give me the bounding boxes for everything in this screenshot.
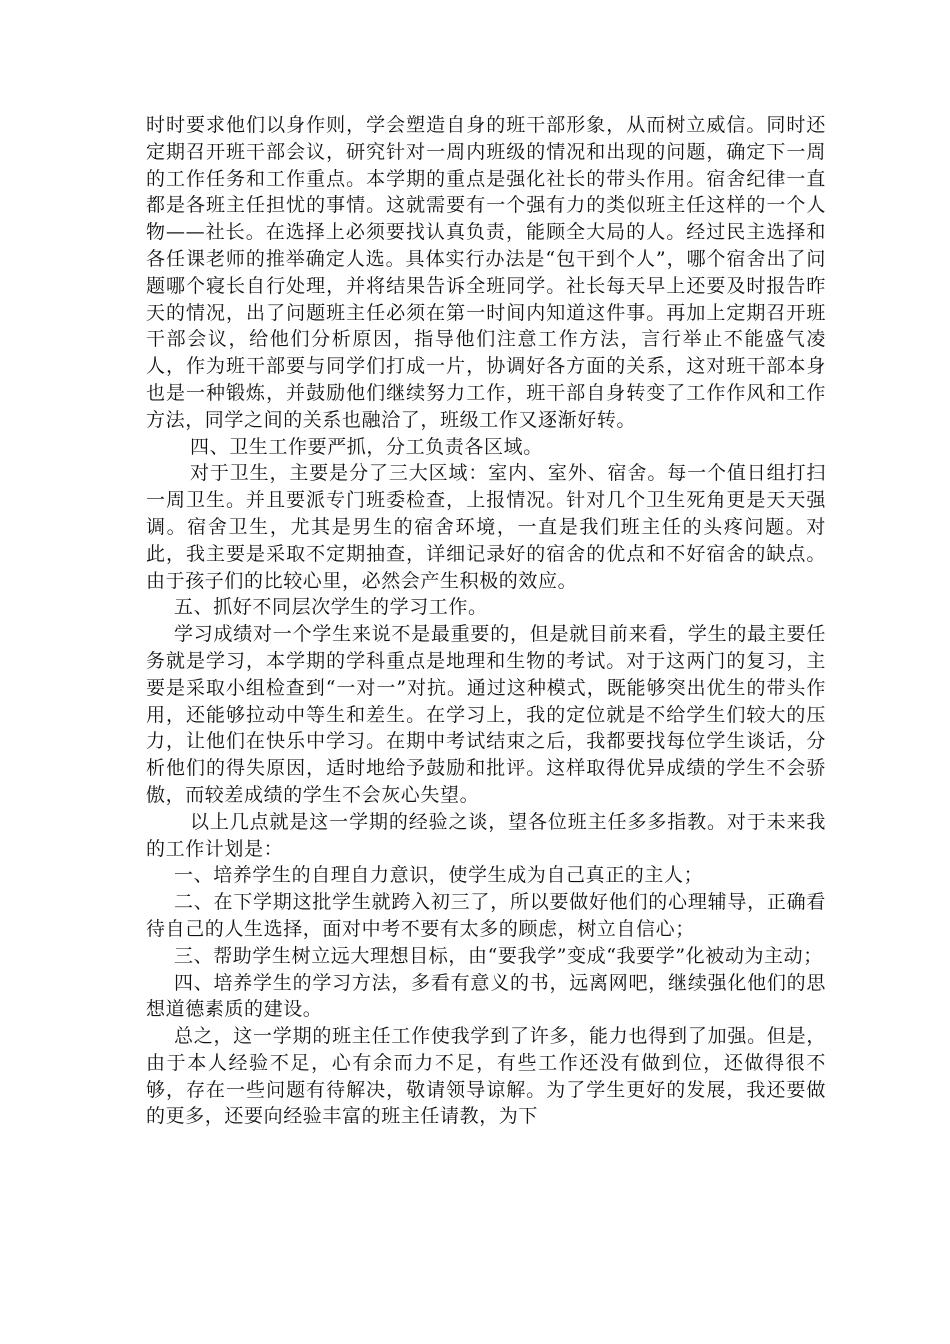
paragraph-hygiene: 对于卫生，主要是分了三大区域：室内、室外、宿舍。每一个值日组打扫一周卫生。并且要派专门班委检查，上报情况。针对几个卫生死角更是天天强调。宿舍卫生，尤其是男生的宿舍环境，一直是我们班主任的头疼问题。对此，我主要是采取不定期抽查，详细记录好的宿舍的优点和不好宿舍的缺点。由于孩子们的比较心里，必然会产生积极的效应。: [146, 462, 826, 592]
paragraph-summary-plan: 以上几点就是这一学期的经验之谈，望各位班主任多多指教。对于未来我的工作计划是：: [146, 810, 826, 860]
plan-item-1: 一、培养学生的自理自力意识，使学生成为自己真正的主人；: [174, 864, 704, 887]
plan-item-3: 三、帮助学生树立远大理想目标，由“要我学”变成“我要学”化被动为主动；: [174, 944, 823, 967]
heading-hygiene: 四、卫生工作要严抓，分工负责各区域。: [190, 435, 543, 458]
plan-item-2: 二、在下学期这批学生就跨入初三了，所以要做好他们的心理辅导，正确看待自己的人生选择，面对中考不要有太多的顾虑，树立自信心；: [146, 891, 826, 940]
document-body: [146, 112, 826, 1130]
paragraph-conclusion: 总之，这一学期的班主任工作使我学到了许多，能力也得到了加强。但是，由于本人经验不足，心有余而力不足，有些工作还没有做到位，还做得很不够，存在一些问题有待解决，敬请领导谅解。为了学生更好的发展，我还要做的更多，还要向经验丰富的班主任请教，为下: [146, 1025, 826, 1128]
paragraph-class-leaders: 时时要求他们以身作则，学会塑造自身的班干部形象，从而树立威信。同时还定期召开班干部会议，研究针对一周内班级的情况和出现的问题，确定下一周的工作任务和工作重点。本学期的重点是强化社长的带头作用。宿舍纪律一直都是各班主任担忧的事情。这就需要有一个强有力的类似班主任这样的一个人物——社长。在选择上必须要找认真负责，能顾全大局的人。经过民主选择和各任课老师的推举确定人选。具体实行办法是“包干到个人”，哪个宿舍出了问题哪个寝长自行处理，并将结果告诉全班同学。社长每天早上还要及时报告昨天的情况，出了问题班主任必须在第一时间内知道这件事。再加上定期召开班干部会议，给他们分析原因，指导他们注意工作方法，言行举止不能盛气凌人，作为班干部要与同学们打成一片，协调好各方面的关系，这对班干部本身也是一种锻炼，并鼓励他们继续努力工作，班干部自身转变了工作作风和工作方法，同学之间的关系也融洽了，班级工作又逐渐好转。: [146, 114, 826, 431]
paragraph-study: 学习成绩对一个学生来说不是最重要的，但是就目前来看，学生的最主要任务就是学习，本学期的学科重点是地理和生物的考试。对于这两门的复习，主要是采取小组检查到“一对一”对抗。通过这种模式，既能够突出优生的带头作用，还能够拉动中等生和差生。在学习上，我的定位就是不给学生们较大的压力，让他们在快乐中学习。在期中考试结束之后，我都要找每位学生谈话，分析他们的得失原因，适时地给予鼓励和批评。这样取得优异成绩的学生不会骄傲，而较差成绩的学生不会灰心失望。: [146, 623, 826, 806]
plan-item-4: 四、培养学生的学习方法，多看有意义的书，远离网吧，继续强化他们的思想道德素质的建设。: [146, 971, 826, 1021]
heading-study: 五、抓好不同层次学生的学习工作。: [174, 596, 488, 619]
